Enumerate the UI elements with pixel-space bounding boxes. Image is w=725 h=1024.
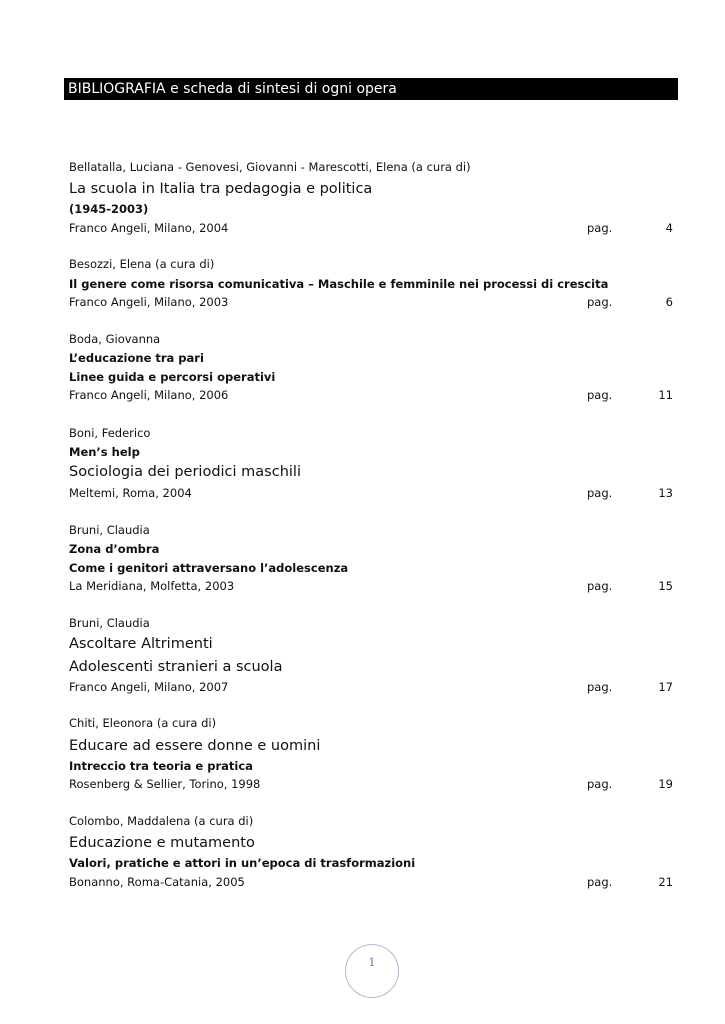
entry-author: Chiti, Eleonora (a cura di) bbox=[69, 716, 217, 730]
entry-page-number: 15 bbox=[658, 579, 673, 593]
entry-pag-label: pag. bbox=[587, 486, 613, 500]
entry-pag-label: pag. bbox=[587, 388, 613, 402]
entry-author: Bruni, Claudia bbox=[69, 523, 150, 537]
entry-pag-label: pag. bbox=[587, 875, 613, 889]
entry-title: Sociologia dei periodici maschili bbox=[69, 464, 301, 480]
entry-title: L’educazione tra pari bbox=[69, 351, 204, 365]
entry-page-number: 6 bbox=[665, 295, 673, 309]
page-number-circle bbox=[345, 944, 399, 998]
entry-pag-label: pag. bbox=[587, 777, 613, 791]
page-number: 1 bbox=[368, 956, 376, 969]
entry-page-number: 21 bbox=[658, 875, 673, 889]
entry-author: Colombo, Maddalena (a cura di) bbox=[69, 814, 254, 828]
entry-page-number: 11 bbox=[658, 388, 673, 402]
entry-subtitle: Adolescenti stranieri a scuola bbox=[69, 659, 283, 675]
entry-publisher: Franco Angeli, Milano, 2007 bbox=[69, 680, 229, 694]
entry-pag-label: pag. bbox=[587, 221, 613, 235]
entry-author: Boda, Giovanna bbox=[69, 332, 161, 346]
entry-publisher: Meltemi, Roma, 2004 bbox=[69, 486, 192, 500]
entry-title: Educazione e mutamento bbox=[69, 835, 255, 851]
entry-author: Bruni, Claudia bbox=[69, 616, 150, 630]
entry-subtitle: Linee guida e percorsi operativi bbox=[69, 370, 276, 384]
entry-author: Bellatalla, Luciana - Genovesi, Giovanni - Marescotti, Elena (a cura di) bbox=[69, 160, 471, 174]
entry-page-number: 4 bbox=[665, 221, 673, 235]
entry-subtitle: Intreccio tra teoria e pratica bbox=[69, 759, 253, 773]
entry-title: Educare ad essere donne e uomini bbox=[69, 738, 321, 754]
entry-publisher: Bonanno, Roma-Catania, 2005 bbox=[69, 875, 245, 889]
section-title: BIBLIOGRAFIA e scheda di sintesi di ogni opera bbox=[68, 81, 397, 97]
entry-pag-label: pag. bbox=[587, 579, 613, 593]
entry-title: La scuola in Italia tra pedagogia e politica bbox=[69, 181, 373, 197]
entry-title: Ascoltare Altrimenti bbox=[69, 636, 213, 652]
entry-author: Besozzi, Elena (a cura di) bbox=[69, 257, 215, 271]
entry-page-number: 19 bbox=[658, 777, 673, 791]
section-title-bar bbox=[64, 78, 678, 100]
entry-pag-label: pag. bbox=[587, 295, 613, 309]
entry-publisher: Franco Angeli, Milano, 2004 bbox=[69, 221, 229, 235]
entry-subtitle: Valori, pratiche e attori in un’epoca di trasformazioni bbox=[69, 856, 416, 870]
entry-publisher: Franco Angeli, Milano, 2006 bbox=[69, 388, 229, 402]
entry-title: Il genere come risorsa comunicativa – Maschile e femminile nei processi di crescita bbox=[69, 277, 609, 291]
entry-pag-label: pag. bbox=[587, 680, 613, 694]
entry-title: Zona d’ombra bbox=[69, 542, 160, 556]
entry-publisher: Franco Angeli, Milano, 2003 bbox=[69, 295, 229, 309]
entry-publisher: Rosenberg & Sellier, Torino, 1998 bbox=[69, 777, 261, 791]
entry-page-number: 17 bbox=[658, 680, 673, 694]
entry-pretitle: Men’s help bbox=[69, 445, 140, 459]
entry-subtitle: Come i genitori attraversano l’adolescenza bbox=[69, 561, 349, 575]
entry-subtitle: (1945-2003) bbox=[69, 202, 149, 216]
entry-page-number: 13 bbox=[658, 486, 673, 500]
entry-author: Boni, Federico bbox=[69, 426, 151, 440]
entry-publisher: La Meridiana, Molfetta, 2003 bbox=[69, 579, 235, 593]
